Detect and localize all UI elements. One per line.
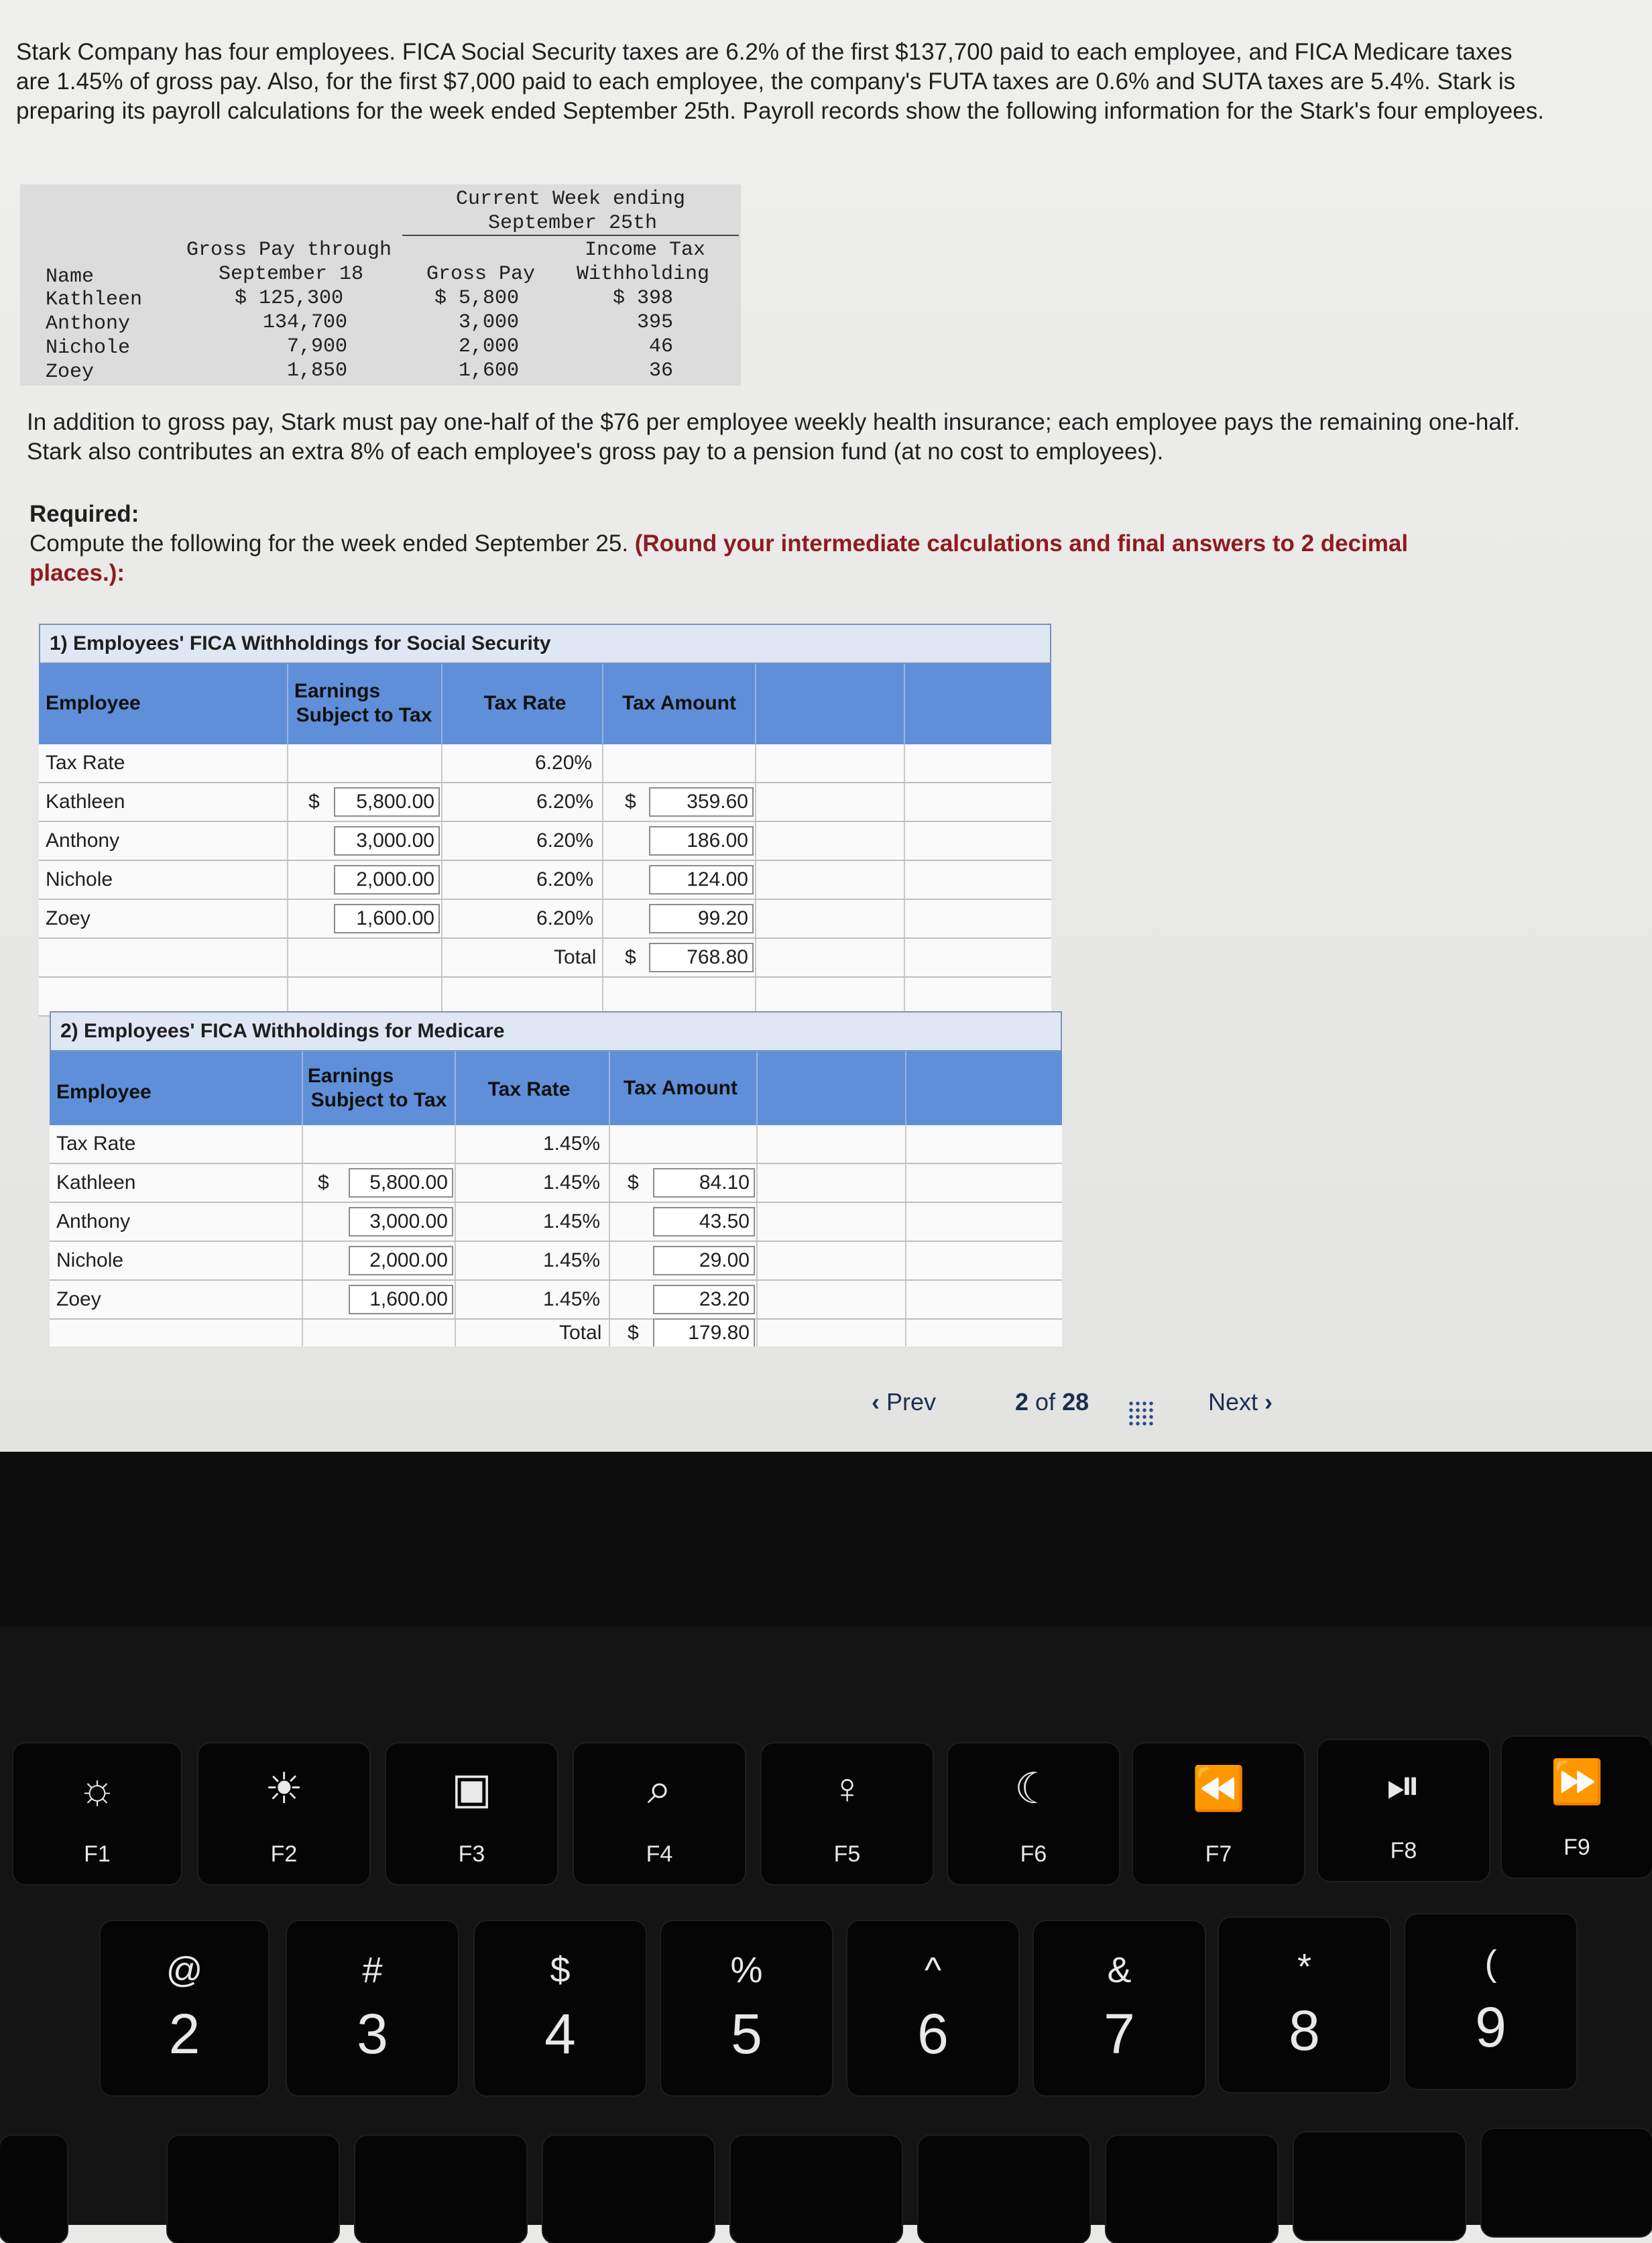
keyboard xyxy=(0,1626,1652,2225)
key-number: 7 xyxy=(1104,2002,1135,2065)
med-total-currency: $ xyxy=(628,1322,639,1344)
key-symbol: $ xyxy=(550,1950,571,1990)
col-income-tax-1: Income Tax xyxy=(585,239,706,262)
ss-h-amount: Tax Amount xyxy=(622,692,736,714)
f1-key[interactable] xyxy=(13,1743,181,1884)
ss-amount-input[interactable]: 186.00 xyxy=(649,826,754,856)
ss-amount-input[interactable]: 124.00 xyxy=(649,865,754,895)
f3-key[interactable] xyxy=(386,1743,557,1884)
dt-through: $ 125,300 xyxy=(235,287,344,310)
ss-amount-input[interactable]: 359.60 xyxy=(649,787,754,817)
med-total-label: Total xyxy=(559,1322,602,1344)
prev-label: Prev xyxy=(886,1388,937,1416)
ss-total-input[interactable]: 768.80 xyxy=(649,943,754,972)
mission-control-icon: ▣ xyxy=(451,1764,492,1813)
grid-view-icon[interactable] xyxy=(1128,1400,1155,1427)
f2-key[interactable] xyxy=(198,1743,369,1884)
med-earnings-input[interactable]: 3,000.00 xyxy=(349,1207,453,1236)
required-title: Required: xyxy=(30,501,139,527)
key-7[interactable] xyxy=(1034,1921,1205,2095)
med-h-earnings-2: Subject to Tax xyxy=(310,1089,447,1111)
dt-gross: 2,000 xyxy=(459,335,520,358)
dt-through: 7,900 xyxy=(287,335,348,358)
key-symbol: ( xyxy=(1484,1943,1497,1983)
key-partial[interactable] xyxy=(1106,2136,1277,2243)
page-of: of xyxy=(1035,1388,1056,1416)
med-earnings-input[interactable]: 1,600.00 xyxy=(349,1285,453,1314)
key-number: 5 xyxy=(731,2002,762,2065)
f7-key[interactable] xyxy=(1133,1743,1304,1884)
paragraph-health-insurance: In addition to gross pay, Stark must pay one-half of the $76 per employee weekly health insurance; each employee pays the remaining one-half. Stark also contributes an extra 8% of each employee's gross pay to a pension fund (at no cost to employees). xyxy=(27,409,1521,465)
page-total: 28 xyxy=(1062,1388,1089,1416)
key-symbol: ^ xyxy=(924,1950,942,1990)
table-row xyxy=(39,900,1051,939)
fast-forward-icon: ⏩ xyxy=(1550,1758,1604,1806)
dt-name: Anthony xyxy=(46,312,131,335)
key-partial[interactable] xyxy=(1294,2132,1465,2240)
med-rate-value: 1.45% xyxy=(543,1133,601,1155)
med-rate: 1.45% xyxy=(543,1171,601,1194)
f9-key[interactable] xyxy=(1502,1737,1652,1878)
search-icon: ⌕ xyxy=(647,1764,672,1813)
med-amount-input[interactable]: 29.00 xyxy=(653,1246,755,1275)
col-gross-pay: Gross Pay xyxy=(426,263,536,286)
table-row xyxy=(50,1242,1062,1281)
problem-text: Stark Company has four employees. FICA Social Security taxes are 6.2% of the first $137,700 paid to each employee, and FICA Medicare taxes are 1.45% of gross pay. Also, for the first $7,000 paid to each employee, the company's FUTA taxes are 0.6% and SUTA taxes are 5.4%. Stark is preparing its payroll calculations for the week ended September 25th. Payroll records show the following information for the Stark's four employees. xyxy=(16,39,1544,124)
key-2[interactable] xyxy=(101,1921,268,2095)
key-9[interactable] xyxy=(1405,1914,1576,2089)
dt-tax: 36 xyxy=(649,359,674,382)
f5-key[interactable] xyxy=(762,1743,933,1884)
ss-title: 1) Employees' FICA Withholdings for Social Security xyxy=(39,624,1051,664)
chevron-left-icon: ‹ xyxy=(872,1388,880,1416)
col-gross-through-1: Gross Pay through xyxy=(186,239,392,262)
required-text: Compute the following for the week ended September 25. xyxy=(30,530,629,557)
med-total-row xyxy=(50,1320,1062,1346)
med-employee-name: Nichole xyxy=(56,1249,124,1271)
key-number: 6 xyxy=(917,2002,949,2065)
key-symbol: & xyxy=(1107,1950,1132,1990)
med-earnings-input[interactable]: 5,800.00 xyxy=(349,1168,453,1198)
med-total-input[interactable]: 179.80 xyxy=(653,1318,755,1346)
ss-employee-name: Zoey xyxy=(46,907,91,929)
prev-button[interactable] xyxy=(872,1388,936,1416)
ss-earnings-input[interactable]: 2,000.00 xyxy=(334,865,440,895)
med-h-employee: Employee xyxy=(56,1081,152,1103)
key-4[interactable] xyxy=(475,1921,646,2095)
ss-earnings-input[interactable]: 5,800.00 xyxy=(334,787,440,817)
col-income-tax-2: Withholding xyxy=(577,263,710,286)
key-partial[interactable] xyxy=(543,2136,714,2243)
key-symbol: # xyxy=(362,1950,383,1990)
col-gross-through-2: September 18 xyxy=(219,263,364,286)
key-number: 3 xyxy=(357,2002,388,2065)
key-3[interactable] xyxy=(287,1921,458,2095)
key-label: F3 xyxy=(458,1841,485,1867)
key-label: F9 xyxy=(1564,1835,1590,1860)
page-current: 2 xyxy=(1015,1388,1029,1416)
med-rate: 1.45% xyxy=(543,1249,601,1271)
group-header-1: Current Week ending xyxy=(456,188,686,211)
ss-rate: 6.20% xyxy=(536,829,594,852)
med-amount-input[interactable]: 23.20 xyxy=(653,1285,755,1314)
dt-name: Nichole xyxy=(46,337,131,359)
ss-currency: $ xyxy=(308,791,320,813)
social-security-grid xyxy=(39,624,1058,1013)
ss-amount-currency: $ xyxy=(625,791,636,813)
col-name: Name xyxy=(46,266,95,288)
key-partial[interactable] xyxy=(731,2136,902,2243)
ss-rate-label: Tax Rate xyxy=(46,752,125,774)
med-rate: 1.45% xyxy=(543,1288,601,1310)
ss-earnings-input[interactable]: 3,000.00 xyxy=(334,826,440,856)
med-title: 2) Employees' FICA Withholdings for Medicare xyxy=(50,1011,1062,1051)
dt-name: Kathleen xyxy=(46,288,143,311)
chevron-right-icon: › xyxy=(1264,1388,1273,1416)
ss-employee-name: Kathleen xyxy=(46,791,125,813)
required-section xyxy=(30,500,1504,588)
med-employee-name: Anthony xyxy=(56,1210,131,1232)
key-symbol: % xyxy=(730,1950,763,1990)
med-employee-name: Kathleen xyxy=(56,1171,136,1194)
dt-through: 1,850 xyxy=(287,359,348,382)
microphone-icon: ♀ xyxy=(831,1764,864,1813)
med-employee-name: Zoey xyxy=(56,1288,101,1310)
table-row xyxy=(50,1164,1062,1203)
table-row xyxy=(50,1281,1062,1320)
ss-total-currency: $ xyxy=(625,946,636,968)
key-partial[interactable] xyxy=(0,2136,67,2243)
key-6[interactable] xyxy=(847,1921,1018,2095)
ss-amount-input[interactable]: 99.20 xyxy=(649,904,754,933)
rewind-icon: ⏪ xyxy=(1191,1764,1246,1813)
ss-rate-value: 6.20% xyxy=(535,752,593,774)
key-number: 2 xyxy=(168,2002,200,2065)
dt-tax: 395 xyxy=(637,311,674,334)
dt-through: 134,700 xyxy=(263,311,348,334)
med-amount-input[interactable]: 84.10 xyxy=(653,1168,755,1198)
table-row xyxy=(39,783,1051,822)
ss-employee-name: Nichole xyxy=(46,868,113,890)
ss-rate: 6.20% xyxy=(536,868,594,890)
med-h-earnings-1: Earnings xyxy=(307,1065,394,1087)
ss-total-row xyxy=(39,939,1051,978)
key-number: 8 xyxy=(1289,1999,1320,2062)
employee-data-table xyxy=(20,184,741,386)
f8-key[interactable] xyxy=(1318,1740,1489,1881)
key-label: F5 xyxy=(833,1841,861,1867)
key-partial[interactable] xyxy=(355,2136,526,2243)
dt-tax: $ 398 xyxy=(613,287,674,310)
key-label: F1 xyxy=(84,1841,111,1867)
dt-gross: 1,600 xyxy=(459,359,520,382)
med-rate: 1.45% xyxy=(543,1210,601,1232)
med-amount-input[interactable]: 43.50 xyxy=(653,1207,755,1236)
key-symbol: @ xyxy=(166,1950,203,1990)
table-row xyxy=(39,822,1051,861)
f6-key[interactable] xyxy=(948,1743,1119,1884)
f4-key[interactable] xyxy=(574,1743,745,1884)
dt-gross: 3,000 xyxy=(459,311,520,334)
ss-rate: 6.20% xyxy=(536,907,594,929)
key-label: F2 xyxy=(270,1841,298,1867)
dt-name: Zoey xyxy=(46,361,95,384)
table-row xyxy=(50,1203,1062,1242)
ss-rate-row xyxy=(39,744,1051,783)
ss-h-earnings-2: Subject to Tax xyxy=(296,704,432,726)
med-rate-label: Tax Rate xyxy=(56,1133,136,1155)
key-5[interactable] xyxy=(661,1921,832,2095)
rounding-note: (Round your intermediate calculations and final answers to 2 decimal places.): xyxy=(30,530,1409,586)
ss-employee-name: Anthony xyxy=(46,829,120,852)
med-h-amount: Tax Amount xyxy=(624,1077,738,1099)
med-rate-row xyxy=(50,1125,1062,1164)
key-label: F7 xyxy=(1205,1841,1232,1867)
key-partial[interactable] xyxy=(919,2136,1089,2243)
key-number: 4 xyxy=(544,2002,576,2065)
med-amount-currency: $ xyxy=(628,1171,639,1194)
med-header xyxy=(50,1051,1062,1125)
key-label: F8 xyxy=(1390,1838,1417,1863)
group-header-2: September 25th xyxy=(488,212,658,235)
key-label: F4 xyxy=(646,1841,673,1867)
ss-h-rate: Tax Rate xyxy=(483,692,567,714)
key-label: F6 xyxy=(1020,1841,1047,1867)
med-currency: $ xyxy=(318,1171,329,1194)
ss-total-label: Total xyxy=(554,946,597,968)
key-partial[interactable] xyxy=(168,2136,339,2243)
ss-rate: 6.20% xyxy=(536,791,594,813)
med-earnings-input[interactable]: 2,000.00 xyxy=(349,1246,453,1275)
page-indicator xyxy=(1015,1388,1089,1416)
ss-h-employee: Employee xyxy=(46,692,141,714)
key-number: 9 xyxy=(1475,1996,1507,2059)
brightness-down-icon: ☼ xyxy=(77,1764,117,1813)
ss-earnings-input[interactable]: 1,600.00 xyxy=(334,904,440,933)
med-h-rate: Tax Rate xyxy=(487,1078,571,1100)
dt-gross: $ 5,800 xyxy=(434,287,520,310)
dt-tax: 46 xyxy=(649,335,674,358)
table-row xyxy=(39,861,1051,900)
group-underline xyxy=(402,235,739,236)
play-pause-icon: ⏯ xyxy=(1386,1761,1421,1809)
key-symbol: * xyxy=(1297,1947,1311,1987)
ss-header xyxy=(39,664,1051,744)
moon-icon: ☾ xyxy=(1014,1764,1053,1813)
brightness-up-icon: ☀ xyxy=(264,1764,304,1813)
laptop-bezel xyxy=(0,1452,1652,1626)
key-8[interactable] xyxy=(1219,1918,1390,2092)
next-button[interactable] xyxy=(1208,1388,1273,1416)
next-label: Next xyxy=(1208,1388,1258,1416)
key-partial[interactable] xyxy=(1482,2129,1652,2236)
ss-h-earnings-1: Earnings xyxy=(294,680,381,702)
medicare-grid xyxy=(50,1011,1069,1346)
